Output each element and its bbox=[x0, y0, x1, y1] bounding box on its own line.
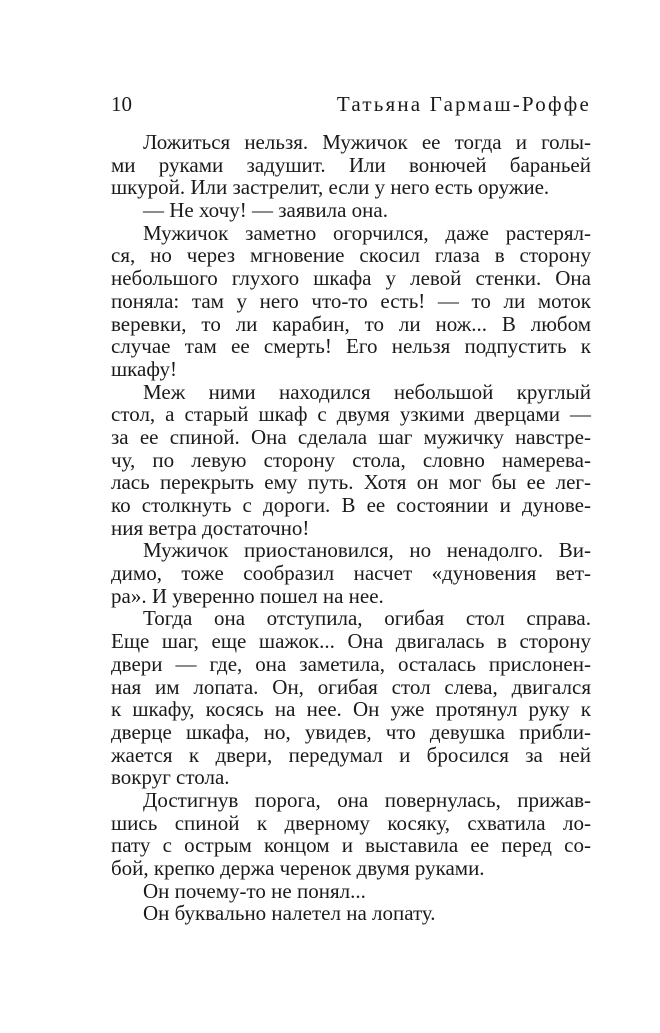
text-line: ся, но через мгновение скосил глаза в сторону bbox=[111, 243, 591, 268]
text-line: лась перекрыть ему путь. Хотя он мог бы ее лег- bbox=[111, 470, 591, 495]
text-line: Он почему-то не понял... bbox=[143, 878, 366, 903]
text-line: бой, крепко держа черенок двумя руками. bbox=[111, 856, 485, 880]
text-line: пату с острым концом и выставила ее перед со- bbox=[111, 833, 591, 858]
text-line: веревки, то ли карабин, то ли нож... В любом bbox=[111, 311, 591, 336]
text-line: к шкафу, косясь на нее. Он уже протянул руку к bbox=[111, 697, 591, 722]
text-line: — Не хочу! — заявила она. bbox=[143, 198, 388, 223]
text-line: Мужичок заметно огорчился, даже растерял- bbox=[143, 220, 591, 245]
text-line: Ложиться нельзя. Мужичок ее тогда и голы- bbox=[143, 130, 591, 154]
text-line: ная им лопата. Он, огибая стол слева, двигался bbox=[111, 674, 591, 699]
text-line: Еще шаг, еще шажок... Она двигалась в сторону bbox=[111, 629, 591, 654]
text-line: шкурой. Или застрелит, если у него есть оружие. bbox=[111, 175, 550, 200]
text-line: шись спиной к дверному косяку, схватила ло- bbox=[111, 810, 591, 835]
text-line: жается к двери, передумал и бросился за ней bbox=[111, 742, 591, 767]
text-line: ра». И уверенно пошел на нее. bbox=[111, 583, 384, 608]
text-line: двери — где, она заметила, осталась прислонен- bbox=[111, 651, 591, 676]
text-line: поняла: там у него что-то есть! — то ли моток bbox=[111, 288, 591, 313]
text-line: стол, а старый шкаф с двумя узкими дверцами — bbox=[111, 402, 591, 427]
text-line: Он буквально налетел на лопату. bbox=[143, 901, 436, 926]
text-line: вокруг стола. bbox=[111, 765, 230, 790]
text-line: дверце шкафа, но, увидев, что девушка прибли- bbox=[111, 719, 591, 744]
text-line: Достигнув порога, она повернулась, прижав- bbox=[143, 787, 591, 812]
text-line: Меж ними находился небольшой круглый bbox=[143, 379, 591, 404]
text-line: димо, тоже сообразил насчет «дуновения вет- bbox=[111, 561, 591, 586]
text-line: ми руками задушит. Или вонючей бараньей bbox=[111, 152, 591, 177]
text-line: ко столкнуть с дороги. В ее состоянии и дунове- bbox=[111, 493, 591, 517]
text-line: шкафу! bbox=[111, 356, 177, 381]
text-line: небольшого глухого шкафа у левой стенки. Она bbox=[111, 266, 591, 291]
text-line: случае там ее смерть! Его нельзя подпустить к bbox=[111, 334, 591, 359]
text-line: чу, по левую сторону стола, словно намерева- bbox=[111, 447, 591, 472]
body-text bbox=[111, 131, 591, 925]
text-line: ния ветра достаточно! bbox=[111, 515, 310, 540]
text-line: Тогда она отступила, огибая стол справа. bbox=[143, 606, 591, 631]
page-header bbox=[111, 89, 591, 119]
running-head-author: Татьяна Гармаш-Роффе bbox=[336, 92, 591, 116]
page-number: 10 bbox=[111, 92, 132, 116]
text-line: Мужичок приостановился, но ненадолго. Ви- bbox=[143, 538, 591, 563]
text-line: за ее спиной. Она сделала шаг мужичку навстре- bbox=[111, 424, 591, 449]
